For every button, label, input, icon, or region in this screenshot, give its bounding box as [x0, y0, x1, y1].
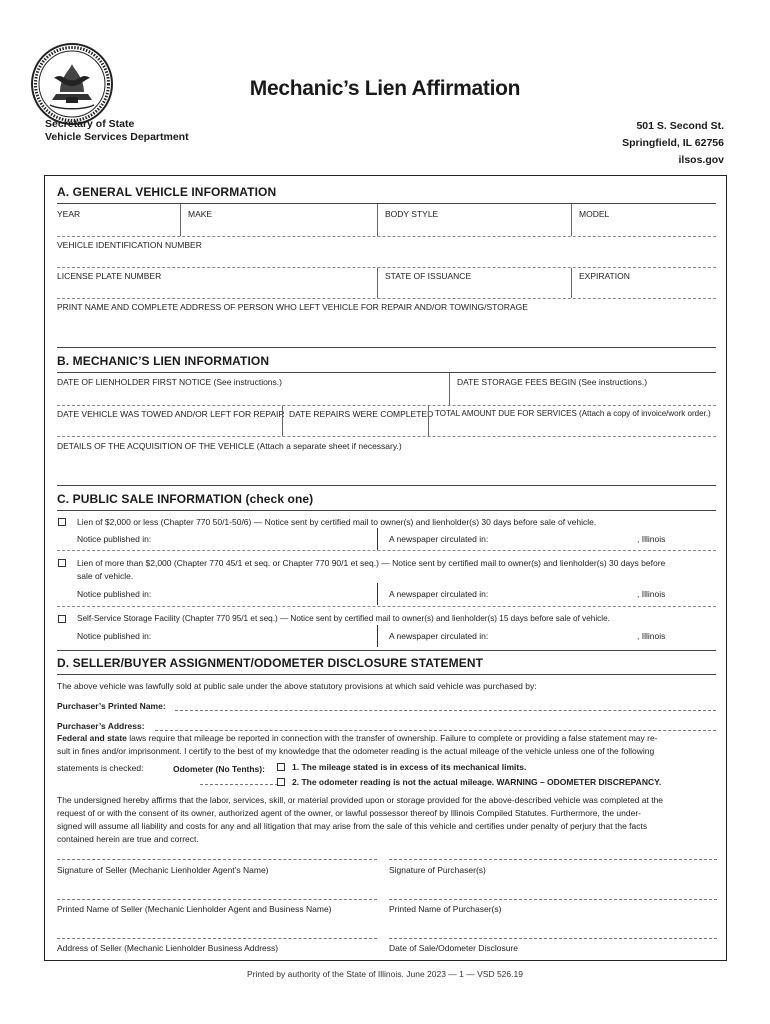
- agency-block: [45, 118, 189, 144]
- seller-address-field[interactable]: [57, 925, 377, 939]
- option-2-label: Lien of more than $2,000 (Chapter 770 45/1 et seq. or Chapter 770 90/1 et seq.) — Notice sent by certified mail to owner(s) and lienholder(s) 30 days before: [77, 558, 666, 568]
- divider: [377, 204, 378, 236]
- section-c-heading: C. PUBLIC SALE INFORMATION (check one): [57, 492, 314, 506]
- divider: [57, 405, 716, 406]
- repairs-completed-label: DATE REPAIRS WERE COMPLETED: [289, 409, 434, 419]
- divider: [377, 625, 378, 647]
- divider: [57, 267, 716, 268]
- footer-text: Printed by authority of the State of Illinois. June 2023 — 1 — VSD 526.19: [247, 969, 523, 979]
- intro-text: The above vehicle was lawfully sold at public sale under the above statutory provisions at which said vehicle was purchased by:: [57, 681, 537, 691]
- model-field[interactable]: [576, 220, 716, 235]
- first-notice-field[interactable]: [57, 388, 445, 404]
- seller-printed-name-field[interactable]: [57, 886, 377, 900]
- towed-field[interactable]: [57, 420, 278, 435]
- illinois-label: , Illinois: [637, 534, 666, 544]
- newspaper-city-field[interactable]: [505, 531, 633, 545]
- newspaper-label: A newspaper circulated in:: [389, 631, 489, 641]
- law-text-1-rest: laws require that mileage be reported in connection with the transfer of ownership. Failure to complete or providing a false statement may re-: [126, 733, 658, 743]
- divider: [57, 236, 716, 237]
- seller-signature-label: Signature of Seller (Mechanic Lienholder Agent’s Name): [57, 865, 269, 875]
- vin-label: VEHICLE IDENTIFICATION NUMBER: [57, 240, 202, 250]
- plate-field[interactable]: [57, 282, 373, 297]
- plate-label: LICENSE PLATE NUMBER: [57, 271, 162, 281]
- affirm-text-1: The undersigned hereby affirms that the labor, services, skill, or material provided upon or storage provided for the above-described vehicle was completed at the: [57, 795, 664, 805]
- odometer-label: Odometer (No Tenths):: [173, 764, 265, 774]
- odometer-field[interactable]: [200, 774, 278, 785]
- towed-label: DATE VEHICLE WAS TOWED AND/OR LEFT FOR REPAIR: [57, 409, 285, 419]
- divider: [449, 373, 450, 405]
- divider: [57, 650, 716, 651]
- option-2-label-cont: sale of vehicle.: [77, 571, 134, 581]
- purchaser-printed-name-label: Printed Name of Purchaser(s): [389, 904, 502, 914]
- section-d-heading: D. SELLER/BUYER ASSIGNMENT/ODOMETER DISCLOSURE STATEMENT: [57, 656, 484, 670]
- odometer-discrepancy-label: 2. The odometer reading is not the actual mileage. WARNING – ODOMETER DISCREPANCY.: [292, 777, 662, 787]
- make-label: MAKE: [188, 209, 213, 219]
- seller-address-label: Address of Seller (Mechanic Lienholder Business Address): [57, 943, 279, 953]
- divider: [57, 203, 716, 204]
- newspaper-label: A newspaper circulated in:: [389, 534, 489, 544]
- option-1-label: Lien of $2,000 or less (Chapter 770 50/1-50/6) — Notice sent by certified mail to owner(s) and lienholder(s) 30 days before sale of vehicle.: [77, 517, 597, 527]
- form-body: [44, 175, 727, 961]
- option-2-checkbox[interactable]: [58, 559, 66, 567]
- divider: [57, 674, 716, 675]
- illinois-label: , Illinois: [637, 589, 666, 599]
- newspaper-city-field[interactable]: [505, 586, 633, 600]
- divider: [377, 268, 378, 298]
- sale-date-field[interactable]: [389, 925, 717, 939]
- odometer-excess-checkbox[interactable]: [277, 763, 285, 771]
- divider: [282, 406, 283, 436]
- website-link[interactable]: ilsos.gov: [678, 154, 724, 166]
- person-field[interactable]: [57, 314, 717, 346]
- storage-begin-field[interactable]: [454, 388, 716, 404]
- section-a-heading: A. GENERAL VEHICLE INFORMATION: [57, 185, 277, 199]
- law-text-1: [57, 732, 721, 744]
- notice-published-field[interactable]: [163, 531, 373, 545]
- body-style-label: BODY STYLE: [385, 209, 439, 219]
- seller-signature-field[interactable]: [57, 846, 377, 860]
- agency-department: Vehicle Services Department: [45, 131, 189, 143]
- repairs-completed-field[interactable]: [287, 420, 424, 435]
- details-label: DETAILS OF THE ACQUISITION OF THE VEHICLE (Attach a separate sheet if necessary.): [57, 441, 402, 451]
- form-title: Mechanic’s Lien Affirmation: [249, 77, 521, 100]
- option-1-checkbox[interactable]: [58, 518, 66, 526]
- purchaser-name-field[interactable]: [175, 699, 716, 711]
- divider: [57, 485, 716, 486]
- option-3-label: Self-Service Storage Facility (Chapter 770 95/1 et seq.) — Notice sent by certified mail to owner(s) and lienholder(s) 15 days before sale of vehicle.: [77, 614, 610, 623]
- notice-published-field[interactable]: [163, 586, 373, 600]
- divider: [377, 583, 378, 605]
- person-label: PRINT NAME AND COMPLETE ADDRESS OF PERSON WHO LEFT VEHICLE FOR REPAIR AND/OR TOWING/STORAGE: [57, 302, 528, 312]
- section-b-heading: B. MECHANIC’S LIEN INFORMATION: [57, 354, 270, 368]
- body-style-field[interactable]: [382, 220, 567, 235]
- total-due-label: TOTAL AMOUNT DUE FOR SERVICES (Attach a copy of invoice/work order.): [435, 409, 711, 418]
- details-field[interactable]: [57, 453, 717, 483]
- divider: [571, 204, 572, 236]
- divider: [57, 347, 716, 348]
- affirm-text-2: request of or with the consent of its owner, authorized agent of the owner, or lawful possessor thereof by Illinois Compiled Statutes. Furthermore, the under-: [57, 808, 641, 818]
- notice-published-field[interactable]: [163, 628, 373, 642]
- notice-published-label: Notice published in:: [77, 534, 152, 544]
- agency-name: Secretary of State: [45, 118, 135, 130]
- odometer-discrepancy-checkbox[interactable]: [277, 778, 285, 786]
- law-text-3: statements is checked:: [57, 763, 144, 773]
- year-field[interactable]: [57, 220, 177, 235]
- odometer-excess-label: 1. The mileage stated is in excess of its mechanical limits.: [292, 762, 527, 772]
- law-text-bold: Federal and state: [57, 733, 127, 743]
- divider: [571, 268, 572, 298]
- purchaser-signature-field[interactable]: [389, 846, 717, 860]
- make-field[interactable]: [185, 220, 373, 235]
- vin-field[interactable]: [57, 251, 717, 266]
- newspaper-label: A newspaper circulated in:: [389, 589, 489, 599]
- option-3-checkbox[interactable]: [58, 615, 66, 623]
- divider: [180, 204, 181, 236]
- purchaser-printed-name-field[interactable]: [389, 886, 717, 900]
- newspaper-city-field[interactable]: [505, 628, 633, 642]
- divider: [57, 510, 716, 511]
- sale-date-label: Date of Sale/Odometer Disclosure: [389, 943, 518, 953]
- city-state-zip: Springfield, IL 62756: [622, 137, 724, 149]
- state-label: STATE OF ISSUANCE: [385, 271, 472, 281]
- expiration-label: EXPIRATION: [579, 271, 630, 281]
- year-label: YEAR: [57, 209, 81, 219]
- purchaser-address-field[interactable]: [155, 719, 716, 731]
- law-text-2: sult in fines and/or imprisonment. I certify to the best of my knowledge that the odometer reading is the actual mileage of the vehicle unless one of the following: [57, 746, 655, 756]
- purchaser-name-label: Purchaser’s Printed Name:: [57, 701, 166, 711]
- notice-published-label: Notice published in:: [77, 589, 152, 599]
- divider: [377, 528, 378, 550]
- divider: [57, 372, 716, 373]
- purchaser-signature-label: Signature of Purchaser(s): [389, 865, 486, 875]
- seller-printed-name-label: Printed Name of Seller (Mechanic Lienholder Agent and Business Name): [57, 904, 332, 914]
- divider: [57, 606, 716, 607]
- model-label: MODEL: [579, 209, 610, 219]
- purchaser-address-label: Purchaser’s Address:: [57, 721, 145, 731]
- first-notice-label: DATE OF LIENHOLDER FIRST NOTICE (See instructions.): [57, 377, 282, 387]
- address-block: [622, 118, 724, 169]
- expiration-field[interactable]: [576, 282, 716, 297]
- state-field[interactable]: [382, 282, 567, 297]
- affirm-text-3: signed will assume all liability and costs for any and all litigation that may arise from the sale of this vehicle and certifies under penalty of perjury that the facts: [57, 821, 648, 831]
- total-due-field[interactable]: [433, 420, 716, 435]
- street-address: 501 S. Second St.: [636, 120, 724, 132]
- storage-begin-label: DATE STORAGE FEES BEGIN (See instructions.): [457, 377, 648, 387]
- notice-published-label: Notice published in:: [77, 631, 152, 641]
- illinois-label: , Illinois: [637, 631, 666, 641]
- affirm-text-4: contained herein are true and correct.: [57, 834, 199, 844]
- divider: [57, 298, 716, 299]
- divider: [57, 550, 716, 551]
- divider: [57, 436, 716, 437]
- divider: [428, 406, 429, 436]
